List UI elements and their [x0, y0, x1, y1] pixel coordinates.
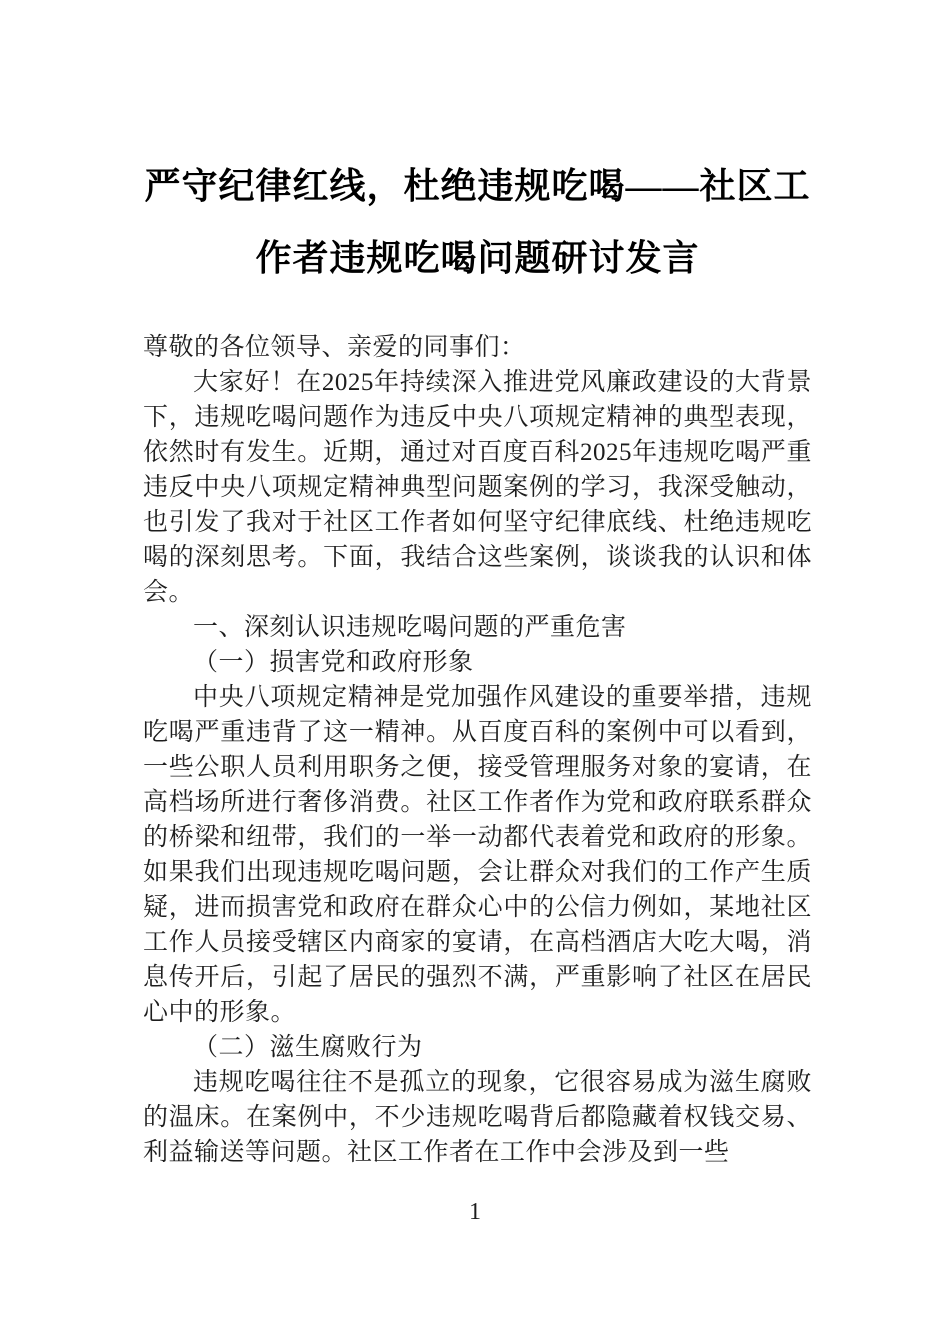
body-paragraph-2: 违规吃喝往往不是孤立的现象，它很容易成为滋生腐败的温床。在案例中，不少违规吃喝背后都隐藏着权钱交易、利益输送等问题。社区工作者在工作中会涉及到一些 [143, 1069, 812, 1166]
document-content [143, 150, 812, 1170]
page-number: 1 [469, 1199, 481, 1225]
section-heading-1: 一、深刻认识违规吃喝问题的严重危害 [193, 614, 627, 641]
salutation-paragraph: 尊敬的各位领导、亲爱的同事们： [143, 334, 526, 361]
body-paragraph-1: 中央八项规定精神是党加强作风建设的重要举措，违规吃喝严重违背了这一精神。从百度百科的案例中可以看到，一些公职人员利用职务之便，接受管理服务对象的宴请，在高档场所进行奢侈消费。社区工作者作为党和政府联系群众的桥梁和纽带，我们的一举一动都代表着党和政府的形象。如果我们出现违规吃喝问题，会让群众对我们的工作产生质疑，进而损害党和政府在群众心中的公信力例如，某地社区工作人员接受辖区内商家的宴请，在高档酒店大吃大喝，消息传开后，引起了居民的强烈不满，严重影响了社区在居民心中的形象。 [143, 684, 812, 1026]
subsection-heading-1: （一）损害党和政府形象 [193, 649, 474, 676]
intro-paragraph: 大家好！在2025年持续深入推进党风廉政建设的大背景下，违规吃喝问题作为违反中央八项规定精神的典型表现，依然时有发生。近期，通过对百度百科2025年违规吃喝严重违反中央八项规定精神典型问题案例的学习，我深受触动，也引发了我对于社区工作者如何坚守纪律底线、杜绝违规吃喝的深刻思考。下面，我结合这些案例，谈谈我的认识和体会。 [143, 369, 812, 606]
document-title: 严守纪律红线，杜绝违规吃喝——社区工作者违规吃喝问题研讨发言 [144, 166, 811, 278]
subsection-heading-2: （二）滋生腐败行为 [193, 1034, 423, 1061]
